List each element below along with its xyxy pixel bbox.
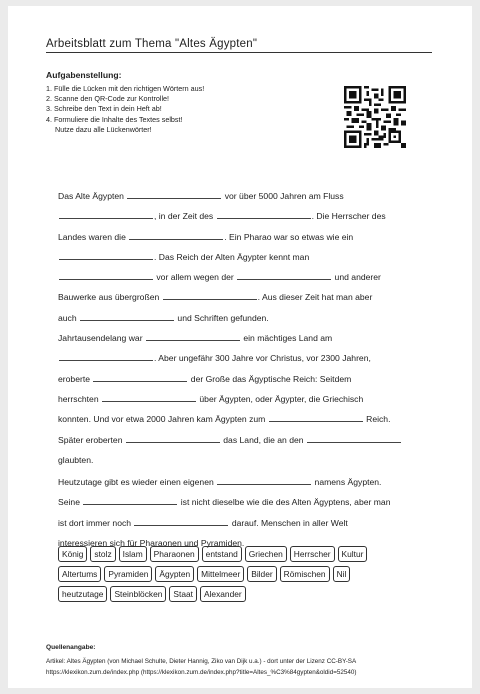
- text-segment: auch: [58, 312, 80, 323]
- cloze-text: [58, 186, 418, 553]
- text-segment: . Aber ungefähr 300 Jahre vor Christus, vor 2300 Jahren,: [154, 353, 371, 364]
- source-text: [46, 657, 357, 678]
- word-chip[interactable]: stolz: [90, 546, 115, 562]
- text-line: [58, 247, 418, 267]
- blank-field[interactable]: [307, 433, 401, 443]
- word-chip[interactable]: Römischen: [280, 566, 330, 582]
- text-line: [58, 389, 418, 409]
- qr-code-icon[interactable]: [344, 86, 406, 148]
- text-line: [58, 308, 418, 328]
- text-segment: Landes waren die: [58, 231, 129, 242]
- text-segment: ein mächtiges Land am: [240, 333, 333, 344]
- text-segment: Reich.: [363, 414, 391, 425]
- word-chip[interactable]: entstand: [202, 546, 242, 562]
- text-segment: vor allem wegen der: [154, 272, 237, 283]
- task-item: 3. Schreibe den Text in dein Heft ab!: [46, 104, 162, 114]
- text-line: [58, 186, 418, 206]
- word-chip[interactable]: Altertums: [58, 566, 101, 582]
- text-segment: vor über 5000 Jahren am Fluss: [222, 191, 344, 201]
- text-line: [58, 227, 418, 247]
- word-chip[interactable]: heutzutage: [58, 586, 107, 602]
- blank-field[interactable]: [134, 516, 228, 526]
- text-segment: Seine: [58, 497, 83, 508]
- text-line: [58, 450, 418, 470]
- word-chip[interactable]: Bilder: [247, 566, 276, 582]
- text-segment: konnten. Und vor etwa 2000 Jahren kam Ägypten zum: [58, 414, 268, 425]
- text-segment: interessieren sich für Pharaonen und Pyramiden.: [58, 538, 245, 549]
- blank-field[interactable]: [93, 372, 187, 382]
- text-segment: glaubten.: [58, 454, 94, 465]
- text-segment: Das Alte Ägypten: [58, 191, 127, 201]
- text-segment: namens Ägypten.: [312, 477, 382, 488]
- word-bank-row: [58, 546, 428, 562]
- text-line: [58, 348, 418, 368]
- title-divider: [46, 52, 432, 53]
- text-segment: das Land, die an den: [220, 434, 306, 445]
- blank-field[interactable]: [59, 209, 153, 219]
- blank-field[interactable]: [126, 433, 220, 443]
- blank-field[interactable]: [129, 230, 223, 240]
- text-segment: , in der Zeit des: [154, 211, 216, 222]
- word-chip[interactable]: Pharaonen: [150, 546, 199, 562]
- text-line: [58, 287, 418, 307]
- text-segment: darauf. Menschen in aller Welt: [229, 517, 348, 528]
- word-chip[interactable]: Nil: [333, 566, 351, 582]
- word-chip[interactable]: Griechen: [245, 546, 287, 562]
- blank-field[interactable]: [59, 270, 153, 280]
- task-heading: Aufgabenstellung:: [46, 70, 122, 80]
- text-segment: Heutzutage gibt es wieder einen eigenen: [58, 477, 217, 488]
- text-line: [58, 267, 418, 287]
- word-chip[interactable]: Staat: [169, 586, 197, 602]
- blank-field[interactable]: [237, 270, 331, 280]
- text-segment: über Ägypten, oder Ägypter, die Griechisch: [197, 393, 364, 404]
- word-chip[interactable]: Steinblöcken: [110, 586, 166, 602]
- text-segment: Jahrtausendelang war: [58, 333, 145, 344]
- word-chip[interactable]: Alexander: [200, 586, 246, 602]
- text-segment: und Schriften gefunden.: [175, 312, 269, 323]
- blank-field[interactable]: [217, 475, 311, 485]
- text-line: [58, 513, 418, 533]
- word-chip[interactable]: König: [58, 546, 87, 562]
- text-segment: und anderer: [332, 272, 381, 283]
- blank-field[interactable]: [127, 189, 221, 199]
- source-line: https://klexikon.zum.de/index.php (https://klexikon.zum.de/index.php?title=Altes_%C3%84gypten&oldid=52540): [46, 668, 357, 676]
- text-line: [58, 206, 418, 226]
- word-chip[interactable]: Herrscher: [290, 546, 335, 562]
- blank-field[interactable]: [83, 495, 177, 505]
- text-line: [58, 472, 418, 492]
- blank-field[interactable]: [217, 209, 311, 219]
- blank-field[interactable]: [146, 331, 240, 341]
- text-segment: eroberte: [58, 373, 93, 384]
- text-segment: der Große das Ägyptische Reich: Seitdem: [188, 373, 352, 384]
- word-chip[interactable]: Kultur: [338, 546, 368, 562]
- word-bank-row: [58, 586, 428, 602]
- text-line: [58, 409, 418, 429]
- text-segment: Bauwerke aus übergroßen: [58, 292, 162, 303]
- text-segment: . Aus dieser Zeit hat man aber: [257, 292, 373, 303]
- word-bank: [58, 546, 428, 606]
- word-chip[interactable]: Mittelmeer: [197, 566, 244, 582]
- text-segment: ist dort immer noch: [58, 517, 134, 528]
- blank-field[interactable]: [59, 351, 153, 361]
- task-item: 4. Formuliere die Inhalte des Textes selbst!: [46, 114, 183, 124]
- word-bank-row: [58, 566, 428, 582]
- text-segment: ist nicht dieselbe wie die des Alten Ägyptens, aber man: [178, 497, 391, 508]
- word-chip[interactable]: Ägypten: [155, 566, 194, 582]
- blank-field[interactable]: [80, 311, 174, 321]
- blank-field[interactable]: [59, 250, 153, 260]
- task-item: 1. Fülle die Lücken mit den richtigen Wörtern aus!: [46, 84, 205, 93]
- text-segment: . Das Reich der Alten Ägypter kennt man: [154, 251, 310, 262]
- blank-field[interactable]: [269, 412, 363, 422]
- blank-field[interactable]: [102, 392, 196, 402]
- worksheet-title: Arbeitsblatt zum Thema "Altes Ägypten": [46, 38, 258, 50]
- task-item: 2. Scanne den QR-Code zur Kontrolle!: [46, 94, 170, 104]
- text-line: [58, 328, 418, 348]
- source-line: Artikel: Altes Ägypten (von Michael Schulte, Dieter Hannig, Ziko van Dijk u.a.) - dort unter der Lizenz CC-BY-SA: [46, 658, 357, 665]
- text-segment: Später eroberten: [58, 434, 125, 445]
- text-segment: . Die Herrscher des: [311, 211, 386, 222]
- text-line: [58, 492, 418, 512]
- text-line: [58, 369, 418, 389]
- task-item: Nutze dazu alle Lückenwörter!: [55, 124, 152, 134]
- word-chip[interactable]: Islam: [119, 546, 147, 562]
- source-heading: Quellenangabe:: [46, 644, 96, 651]
- task-list: [46, 84, 204, 135]
- worksheet-page: [8, 6, 472, 688]
- text-segment: . Ein Pharao war so etwas wie ein: [224, 231, 354, 242]
- blank-field[interactable]: [163, 290, 257, 300]
- text-line: [58, 430, 418, 450]
- word-chip[interactable]: Pyramiden: [104, 566, 152, 582]
- text-segment: herrschten: [58, 393, 101, 404]
